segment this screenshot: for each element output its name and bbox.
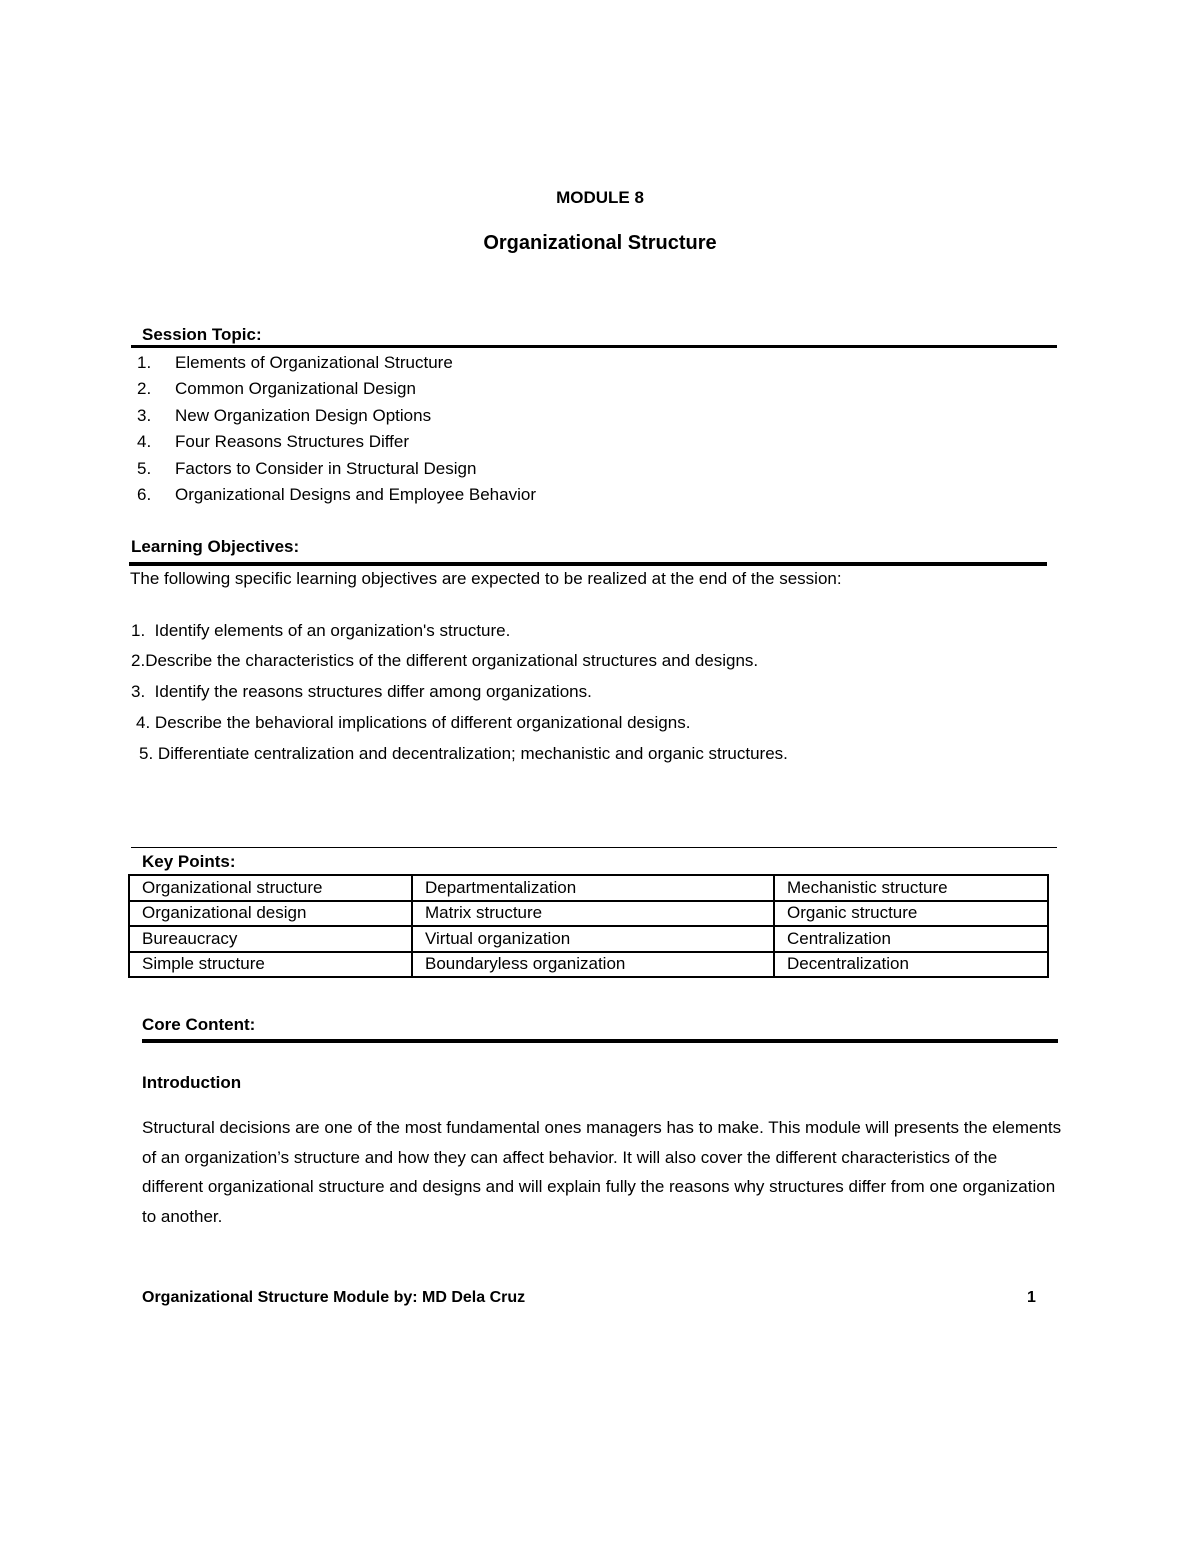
- page-number: 1: [1027, 1289, 1036, 1306]
- objective-text: Identify elements of an organization's structure.: [154, 621, 511, 640]
- table-cell: Organizational design: [129, 901, 412, 927]
- objective-item: [131, 621, 510, 641]
- list-item-text: Factors to Consider in Structural Design: [175, 458, 477, 478]
- table-row: [129, 901, 1048, 927]
- objective-text: Identify the reasons structures differ among organizations.: [154, 682, 592, 701]
- list-item: [137, 350, 536, 376]
- learning-objectives-rule: [129, 562, 1047, 566]
- list-item-text: Elements of Organizational Structure: [175, 353, 453, 372]
- key-points-top-rule: [131, 847, 1057, 848]
- introduction-paragraph: Structural decisions are one of the most fundamental ones managers has to make. This module will presents the elements of an organization’s structure and how they can affect behavior. It will also cover the different characteristics of the different organizational structure and designs and will explain fully the reasons why structures differ from one organization to another.: [142, 1118, 1062, 1226]
- list-item: [137, 456, 536, 482]
- list-item-number: 1.: [137, 353, 152, 372]
- list-item-number: 5.: [137, 458, 152, 478]
- learning-objectives-heading: Learning Objectives:: [131, 537, 300, 556]
- module-label: MODULE 8: [556, 188, 644, 207]
- table-row: [129, 952, 1048, 978]
- objective-number: 1.: [131, 621, 146, 640]
- list-item-text: New Organization Design Options: [175, 405, 432, 425]
- list-item: [137, 482, 536, 508]
- table-cell: Virtual organization: [412, 926, 774, 952]
- objective-item: [131, 682, 592, 702]
- objective-text: Describe the characteristics of the different organizational structures and designs.: [145, 651, 759, 670]
- list-item-text: Organizational Designs and Employee Behavior: [175, 484, 536, 504]
- objective-text: Differentiate centralization and decentralization; mechanistic and organic structures.: [157, 744, 788, 763]
- table-cell: Mechanistic structure: [774, 875, 1048, 901]
- footer-credit: Organizational Structure Module by: MD Dela Cruz: [142, 1289, 526, 1306]
- key-points-table: [128, 874, 1049, 978]
- table-cell: Organic structure: [774, 901, 1048, 927]
- objective-number: 3.: [131, 682, 146, 701]
- objective-text: Describe the behavioral implications of different organizational designs.: [154, 713, 691, 732]
- table-cell: Matrix structure: [412, 901, 774, 927]
- list-item-number: 3.: [137, 405, 152, 425]
- table-cell: Decentralization: [774, 952, 1048, 978]
- list-item-number: 2.: [137, 379, 152, 399]
- table-row: [129, 926, 1048, 952]
- objective-number: 2.: [131, 651, 146, 670]
- key-points-heading: Key Points:: [142, 852, 236, 871]
- list-item-number: 4.: [137, 432, 152, 452]
- objective-item: [131, 651, 758, 671]
- objective-number: 5.: [139, 744, 154, 763]
- learning-objectives-intro: The following specific learning objectives are expected to be realized at the end of the session:: [130, 569, 842, 588]
- list-item: [137, 376, 536, 402]
- core-content-rule: [142, 1039, 1058, 1043]
- table-cell: Simple structure: [129, 952, 412, 978]
- table-cell: Boundaryless organization: [412, 952, 774, 978]
- session-topic-heading: Session Topic:: [142, 325, 262, 344]
- table-cell: Bureaucracy: [129, 926, 412, 952]
- session-topic-rule: [131, 345, 1057, 348]
- table-row: [129, 875, 1048, 901]
- table-cell: Departmentalization: [412, 875, 774, 901]
- table-cell: Centralization: [774, 926, 1048, 952]
- list-item-number: 6.: [137, 484, 152, 504]
- session-topic-list: [137, 350, 536, 508]
- objective-item: [139, 744, 788, 764]
- table-cell: Organizational structure: [129, 875, 412, 901]
- introduction-heading: Introduction: [142, 1073, 242, 1092]
- list-item: [137, 403, 536, 429]
- core-content-heading: Core Content:: [142, 1015, 256, 1034]
- objective-item: [136, 713, 690, 733]
- list-item: [137, 429, 536, 455]
- page-title: Organizational Structure: [483, 232, 717, 254]
- list-item-text: Four Reasons Structures Differ: [175, 432, 409, 452]
- objective-number: 4.: [136, 713, 151, 732]
- list-item-text: Common Organizational Design: [175, 379, 416, 399]
